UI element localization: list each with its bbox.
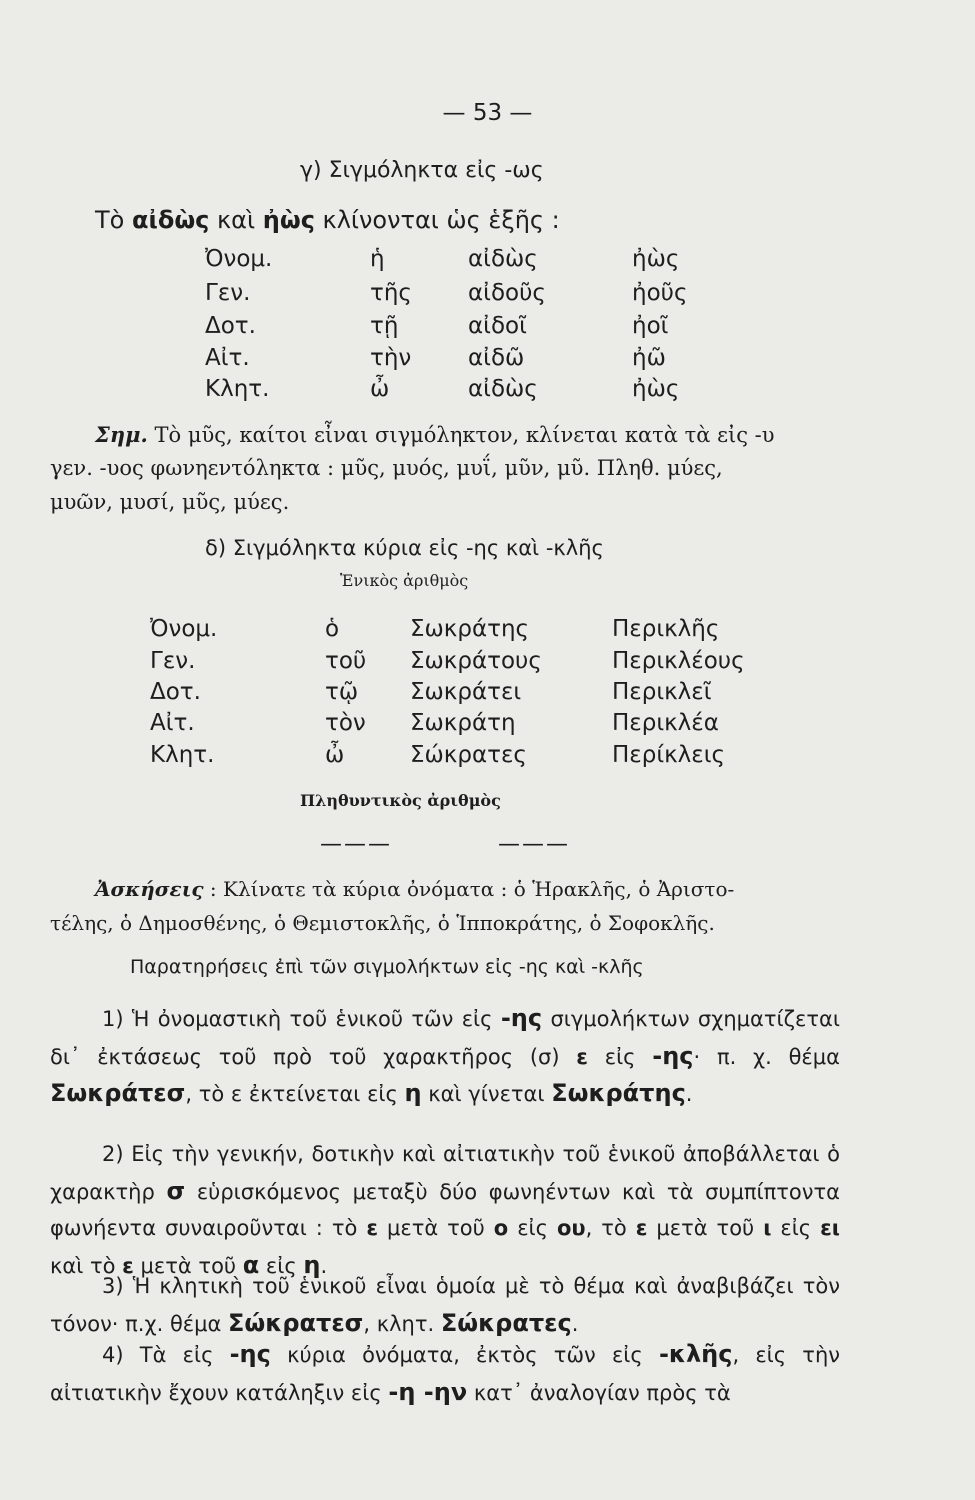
- text: σιγμολήκτων σχηματίζεται δι᾽ ἐκτάσεως τοῦ πρὸ τοῦ χαρακτῆρος (σ): [50, 1007, 840, 1069]
- case-label: Γεν.: [150, 648, 196, 674]
- plural-label: Πληθυντικὸς ἀριθμὸς: [300, 791, 501, 810]
- word-aidos-form: αἰδὼς: [468, 246, 538, 272]
- observation-4: [50, 1336, 840, 1411]
- text: · π. χ. θέμα: [693, 1044, 840, 1069]
- word-pericles-form: Περικλεῖ: [612, 679, 712, 705]
- text: 1) Ἡ ὀνομαστικὴ τοῦ ἑνικοῦ τῶν εἰς: [102, 1007, 501, 1031]
- emph: Σωκράτεσ: [50, 1079, 186, 1107]
- emph: ε: [122, 1253, 134, 1278]
- observation-1: [50, 1000, 840, 1113]
- singular-label: Ἑνικὸς ἀριθμὸς: [340, 571, 469, 590]
- text: , κλητ.: [363, 1311, 441, 1336]
- emph: -κλῆς: [658, 1340, 733, 1368]
- observation-2: [50, 1136, 840, 1284]
- text: , εἰς τὴν αἰτιατικὴν ἔχουν κατάληξιν εἰς: [50, 1343, 840, 1405]
- article: τὴν: [370, 345, 412, 371]
- case-label: Δοτ.: [150, 679, 201, 705]
- word-eos-form: ἠοῖ: [632, 313, 669, 339]
- word-aidos-form: αἰδῶ: [468, 345, 525, 371]
- exercises-line-1: [95, 877, 734, 901]
- text: εἰς: [771, 1216, 821, 1240]
- text: εἰς: [259, 1253, 304, 1278]
- text: .: [571, 1311, 579, 1336]
- text: εὑρισκόμενος μεταξὺ δύο φωνηέντων καὶ τὰ συμπίπτοντα φωνήεντα συναιροῦνται : τὸ: [50, 1179, 840, 1240]
- case-label: Κλητ.: [205, 376, 270, 402]
- article: τῇ: [370, 313, 399, 339]
- text: 4) Τὰ εἰς: [102, 1343, 230, 1367]
- text: καὶ τὸ: [50, 1253, 123, 1278]
- text: καὶ γίνεται: [421, 1082, 552, 1106]
- emph: Σωκράτης: [551, 1079, 686, 1107]
- emph: -η -ην: [388, 1377, 468, 1406]
- case-label: Αἰτ.: [150, 710, 195, 736]
- section-g-intro: [95, 206, 560, 234]
- intro-word-eos: ἠὼς: [262, 206, 315, 234]
- note-text: Τὸ μῦς, καίτοι εἶναι σιγμόληκτον, κλίνεται κατὰ τὰ εἰς -υ: [147, 423, 775, 447]
- article: ὁ: [325, 616, 340, 642]
- emph: ε: [366, 1216, 379, 1240]
- text: μετὰ τοῦ: [647, 1216, 764, 1240]
- text: , τὸ: [585, 1216, 636, 1240]
- note-line-3: μυῶν, μυσί, μῦς, μύες.: [50, 490, 290, 514]
- observation-3: [50, 1268, 840, 1342]
- word-pericles-form: Περικλῆς: [612, 616, 720, 642]
- emph: ει: [820, 1216, 840, 1240]
- emph: ε: [635, 1216, 648, 1240]
- intro-word-aidos: αἰδὼς: [131, 206, 210, 234]
- emph: ο: [493, 1216, 509, 1240]
- page-number: — 53 —: [442, 100, 533, 126]
- note-label: Σημ.: [95, 422, 148, 447]
- case-label: Ὀνομ.: [150, 616, 218, 642]
- article: τὸν: [325, 710, 366, 736]
- emph: Σώκρατεσ: [228, 1308, 364, 1337]
- text: κατ᾽ ἀναλογίαν πρὸς τὰ: [467, 1380, 731, 1405]
- emph: -ης: [500, 1004, 543, 1032]
- exercises-line-2: τέλης, ὁ Δημοσθένης, ὁ Θεμιστοκλῆς, ὁ Ἱπποκράτης, ὁ Σοφοκλῆς.: [50, 911, 715, 935]
- case-label: Αἰτ.: [205, 345, 250, 371]
- exercises-label: Ἀσκήσεις: [95, 877, 204, 901]
- note-line-2: γεν. -υος φωνηεντόληκτα : μῦς, μυός, μυΐ, μῦν, μῦ. Πληθ. μύες,: [50, 456, 723, 480]
- word-eos-form: ἠοῦς: [632, 280, 688, 306]
- article: τῷ: [325, 679, 359, 705]
- word-socrates-form: Σώκρατες: [410, 742, 527, 768]
- intro-text: καὶ: [209, 206, 263, 234]
- word-pericles-form: Περικλέους: [612, 648, 745, 674]
- emph: η: [404, 1079, 422, 1107]
- text: μετὰ τοῦ: [378, 1216, 494, 1240]
- note-line-1: [95, 422, 775, 447]
- word-aidos-form: αἰδὼς: [468, 376, 538, 402]
- case-label: Ὀνομ.: [205, 246, 273, 272]
- article: ἡ: [370, 246, 385, 272]
- text: 3) Ἡ κλητικὴ τοῦ ἑνικοῦ εἶναι ὁμοία μὲ τὸ θέμα καὶ ἀναβιβάζει τὸν τόνον· π.χ. θέμα: [50, 1274, 840, 1336]
- case-label: Κλητ.: [150, 742, 215, 768]
- word-socrates-form: Σωκράτει: [410, 679, 522, 705]
- word-socrates-form: Σωκράτη: [410, 710, 516, 736]
- text: μετὰ τοῦ: [133, 1253, 243, 1278]
- case-label: Δοτ.: [205, 313, 256, 339]
- emph: ι: [763, 1216, 772, 1240]
- text: , τὸ ε ἐκτείνεται εἰς: [185, 1082, 405, 1106]
- word-aidos-form: αἰδοῖ: [468, 313, 527, 339]
- observations-heading: Παρατηρήσεις ἐπὶ τῶν σιγμολήκτων εἰς -ης καὶ -κλῆς: [130, 956, 644, 978]
- emph: Σώκρατες: [440, 1308, 572, 1337]
- article: τῆς: [370, 280, 412, 306]
- word-pericles-form: Περίκλεις: [612, 742, 725, 768]
- article: ὦ: [325, 742, 345, 768]
- exercises-text: : Κλίνατε τὰ κύρια ὀνόματα : ὁ Ἡρακλῆς, ὁ Ἀριστο-: [203, 877, 735, 901]
- emph: α: [242, 1250, 260, 1279]
- word-eos-form: ἠὼς: [632, 246, 680, 272]
- text: 2) Εἰς τὴν γενικήν, δοτικὴν καὶ αἰτιατικὴν τοῦ ἑνικοῦ ἀποβάλλεται ὁ χαρακτὴρ: [50, 1142, 840, 1204]
- dash-right: ———: [498, 832, 570, 857]
- emph: -ης: [229, 1340, 271, 1368]
- word-eos-form: ἠῶ: [632, 345, 666, 371]
- text: .: [685, 1082, 693, 1106]
- case-label: Γεν.: [205, 280, 251, 306]
- emph: ου: [556, 1216, 586, 1240]
- intro-text: Τὸ: [95, 206, 132, 234]
- emph: ε: [576, 1044, 588, 1069]
- emph: η: [303, 1250, 321, 1279]
- section-d-heading: δ) Σιγμόληκτα κύρια εἰς -ης καὶ -κλῆς: [205, 536, 604, 560]
- text: .: [320, 1253, 328, 1278]
- intro-text: κλίνονται ὡς ἑξῆς :: [314, 206, 560, 234]
- word-eos-form: ἠὼς: [632, 376, 680, 402]
- article: τοῦ: [325, 648, 367, 674]
- text: εἰς: [508, 1216, 557, 1240]
- emph: σ: [166, 1176, 186, 1205]
- dash-left: ———: [320, 832, 392, 857]
- word-socrates-form: Σωκράτης: [410, 616, 530, 642]
- emph: -ης: [652, 1041, 694, 1070]
- word-pericles-form: Περικλέα: [612, 710, 719, 736]
- text: εἰς: [587, 1044, 653, 1069]
- text: κύρια ὀνόματα, ἐκτὸς τῶν εἰς: [270, 1343, 659, 1367]
- article: ὦ: [370, 376, 390, 402]
- section-g-heading: γ) Σιγμόληκτα εἰς -ως: [300, 158, 544, 183]
- word-aidos-form: αἰδοῦς: [468, 280, 546, 306]
- word-socrates-form: Σωκράτους: [410, 648, 542, 674]
